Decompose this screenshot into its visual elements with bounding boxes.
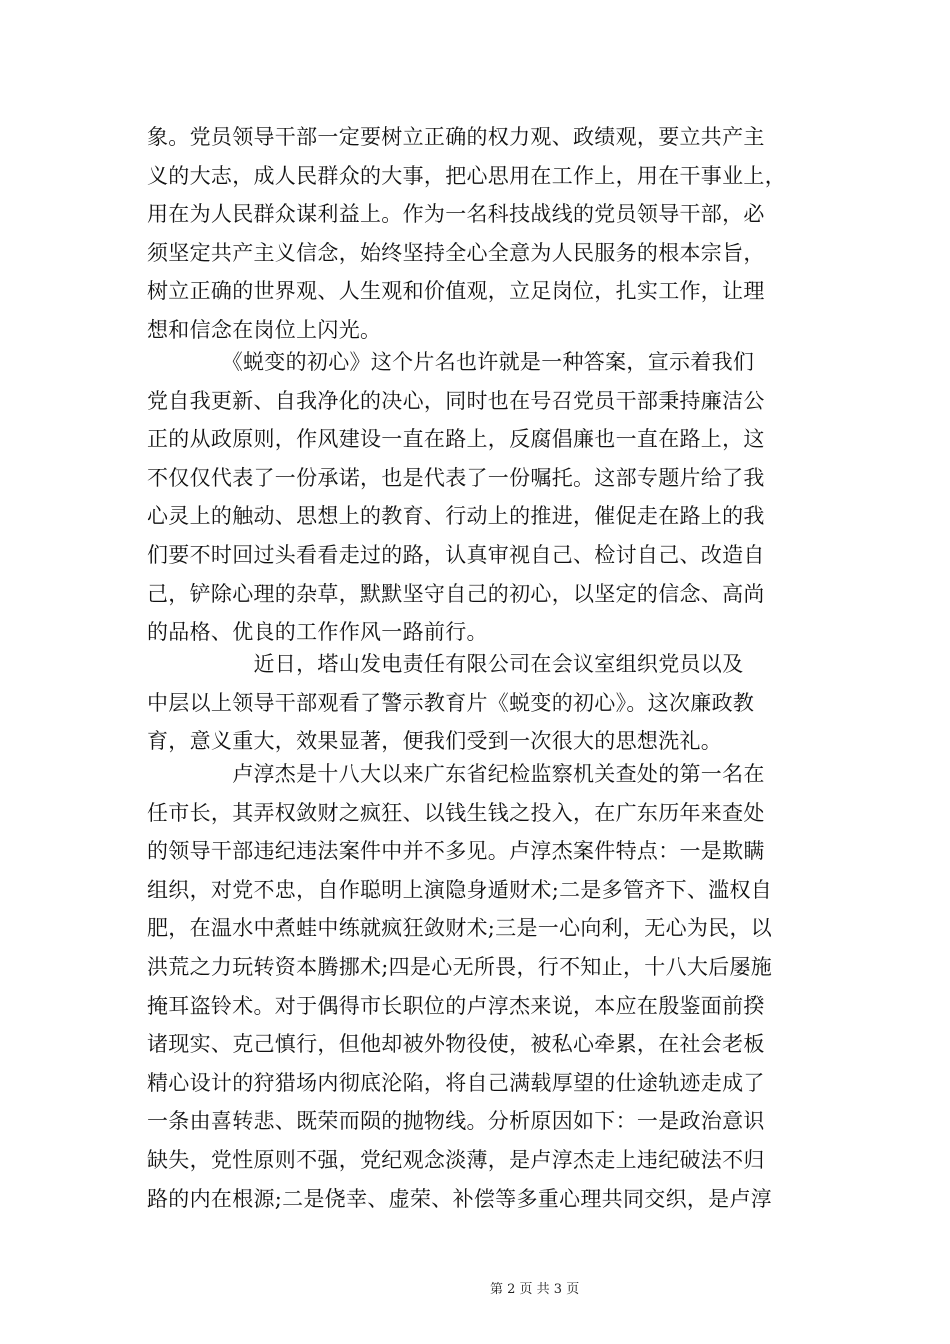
paragraph-4	[147, 755, 807, 1218]
paragraph-line: 卢淳杰是十八大以来广东省纪检监察机关查处的第一名在	[147, 762, 765, 786]
paragraph-line: 缺失，党性原则不强，党纪观念淡薄，是卢淳杰走上违纪破法不归	[147, 1147, 765, 1172]
paragraph-line: 党自我更新、自我净化的决心，同时也在号召党员干部秉持廉洁公	[147, 388, 765, 413]
paragraph-line: 掩耳盗铃术。对于偶得市长职位的卢淳杰来说，本应在殷鉴面前揆	[147, 993, 765, 1018]
paragraph-line: 育，意义重大，效果显著，便我们受到一次很大的思想洗礼。	[147, 729, 723, 754]
paragraph-line: 组织，对党不忠，自作聪明上演隐身遁财术;二是多管齐下、滥权自	[147, 877, 773, 902]
paragraph-line: 树立正确的世界观、人生观和价值观，立足岗位，扎实工作，让理	[147, 279, 765, 304]
paragraph-line: 心灵上的触动、思想上的教育、行动上的推进，催促走在路上的我	[147, 504, 765, 529]
paragraph-line: 《蜕变的初心》这个片名也许就是一种答案，宣示着我们	[147, 350, 755, 374]
paragraph-line: 正的从政原则，作风建设一直在路上，反腐倡廉也一直在路上，这	[147, 427, 765, 452]
paragraph-line: 用在为人民群众谋利益上。作为一名科技战线的党员领导干部，必	[147, 202, 765, 227]
paragraph-line: 精心设计的狩猎场内彻底沦陷，将自己满载厚望的仕途轨迹走成了	[147, 1070, 765, 1095]
paragraph-line: 不仅仅代表了一份承诺，也是代表了一份嘱托。这部专题片给了我	[147, 465, 765, 490]
paragraph-2	[147, 343, 807, 652]
page-number-footer: 第 2 页 共 3 页	[490, 1282, 580, 1297]
paragraph-line: 须坚定共产主义信念，始终坚持全心全意为人民服务的根本宗旨，	[147, 240, 765, 265]
paragraph-line: 路的内在根源;二是侥幸、虚荣、补偿等多重心理共同交织，是卢淳	[147, 1186, 773, 1211]
paragraph-line: 义的大志，成人民群众的大事，把心思用在工作上，用在干事业上，	[147, 163, 786, 188]
paragraph-line: 近日，塔山发电责任有限公司在会议室组织党员以及	[147, 652, 744, 676]
paragraph-line: 肥，在温水中煮蛙中练就疯狂敛财术;三是一心向利，无心为民，以	[147, 916, 773, 941]
paragraph-line: 们要不时回过头看看走过的路，认真审视自己、检讨自己、改造自	[147, 542, 765, 567]
paragraph-line: 任市长，其弄权敛财之疯狂、以钱生钱之投入，在广东历年来查处	[147, 800, 765, 825]
paragraph-1	[147, 118, 807, 350]
paragraph-line: 想和信念在岗位上闪光。	[147, 317, 382, 342]
paragraph-line: 己，铲除心理的杂草，默默坚守自己的初心，以坚定的信念、高尚	[147, 581, 765, 606]
paragraph-line: 中层以上领导干部观看了警示教育片《蜕变的初心》。这次廉政教	[147, 690, 755, 715]
paragraph-line: 诸现实、克己慎行，但他却被外物役使，被私心牵累，在社会老板	[147, 1032, 765, 1057]
paragraph-line: 象。党员领导干部一定要树立正确的权力观、政绩观，要立共产主	[147, 125, 765, 149]
paragraph-line: 洪荒之力玩转资本腾挪术;四是心无所畏，行不知止，十八大后屡施	[147, 954, 773, 979]
paragraph-3	[147, 645, 807, 761]
paragraph-line: 的领导干部违纪违法案件中并不多见。卢淳杰案件特点：一是欺瞒	[147, 839, 765, 864]
paragraph-line: 一条由喜转悲、既荣而陨的抛物线。分析原因如下：一是政治意识	[147, 1109, 765, 1134]
paragraph-line: 的品格、优良的工作作风一路前行。	[147, 620, 488, 645]
